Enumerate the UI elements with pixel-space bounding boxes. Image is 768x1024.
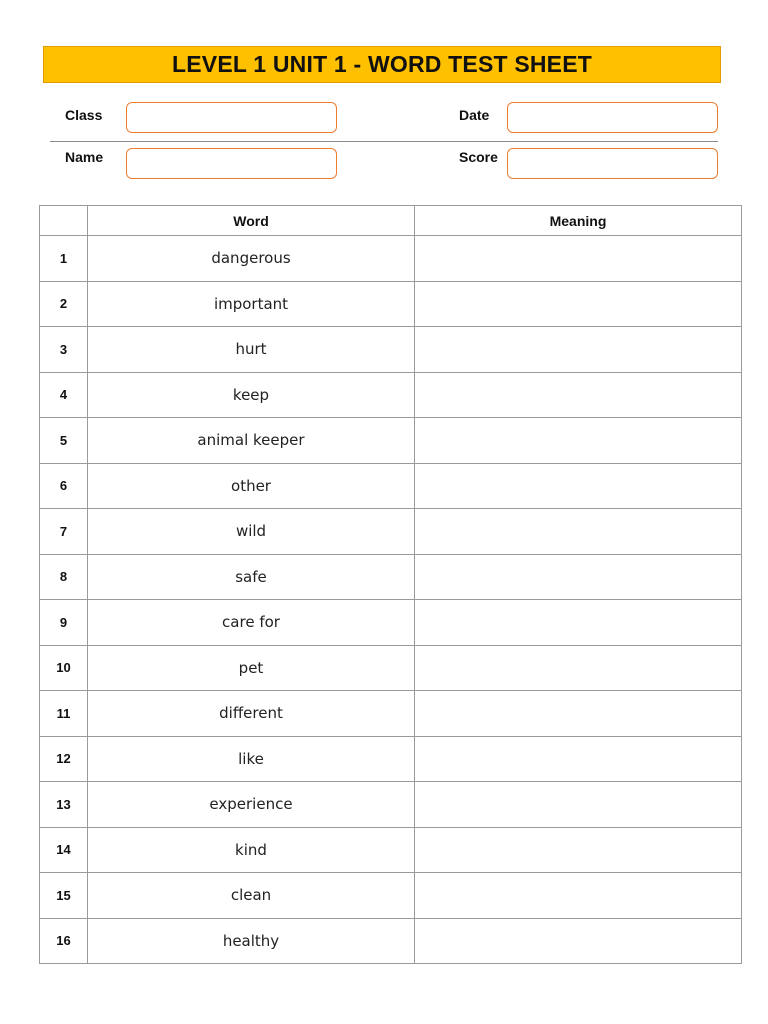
table-row <box>40 600 742 646</box>
row-number: 10 <box>40 645 88 691</box>
row-number: 15 <box>40 873 88 919</box>
table-row <box>40 372 742 418</box>
word-cell: other <box>88 463 415 509</box>
name-field[interactable] <box>126 148 337 179</box>
row-number: 1 <box>40 236 88 282</box>
table-row <box>40 236 742 282</box>
meaning-cell[interactable] <box>415 600 742 646</box>
table-row <box>40 645 742 691</box>
word-cell: healthy <box>88 918 415 964</box>
table-header-row <box>40 206 742 236</box>
row-number: 4 <box>40 372 88 418</box>
word-cell: animal keeper <box>88 418 415 464</box>
meaning-cell[interactable] <box>415 691 742 737</box>
word-cell: safe <box>88 554 415 600</box>
table-row <box>40 918 742 964</box>
row-number: 13 <box>40 782 88 828</box>
score-field[interactable] <box>507 148 718 179</box>
word-cell: hurt <box>88 327 415 373</box>
word-cell: clean <box>88 873 415 919</box>
table-row <box>40 509 742 555</box>
table-row <box>40 873 742 919</box>
meaning-column-header: Meaning <box>415 206 742 236</box>
word-cell: dangerous <box>88 236 415 282</box>
row-number: 5 <box>40 418 88 464</box>
meaning-cell[interactable] <box>415 782 742 828</box>
meaning-cell[interactable] <box>415 736 742 782</box>
page-title: LEVEL 1 UNIT 1 - WORD TEST SHEET <box>43 46 721 83</box>
table-row <box>40 418 742 464</box>
row-number: 3 <box>40 327 88 373</box>
meaning-cell[interactable] <box>415 372 742 418</box>
class-field[interactable] <box>126 102 337 133</box>
table-row <box>40 827 742 873</box>
table-row <box>40 463 742 509</box>
meaning-cell[interactable] <box>415 281 742 327</box>
meaning-cell[interactable] <box>415 327 742 373</box>
table-row <box>40 782 742 828</box>
row-number: 16 <box>40 918 88 964</box>
table-row <box>40 327 742 373</box>
meaning-cell[interactable] <box>415 645 742 691</box>
word-cell: wild <box>88 509 415 555</box>
word-cell: care for <box>88 600 415 646</box>
meaning-cell[interactable] <box>415 418 742 464</box>
table-row <box>40 691 742 737</box>
row-number: 6 <box>40 463 88 509</box>
word-cell: kind <box>88 827 415 873</box>
header-divider <box>50 141 718 142</box>
meaning-cell[interactable] <box>415 463 742 509</box>
date-label: Date <box>459 107 490 123</box>
meaning-cell[interactable] <box>415 918 742 964</box>
row-number: 14 <box>40 827 88 873</box>
word-cell: experience <box>88 782 415 828</box>
row-number: 12 <box>40 736 88 782</box>
date-field[interactable] <box>507 102 718 133</box>
number-column-header <box>40 206 88 236</box>
meaning-cell[interactable] <box>415 554 742 600</box>
row-number: 2 <box>40 281 88 327</box>
word-cell: different <box>88 691 415 737</box>
score-label: Score <box>459 149 498 165</box>
meaning-cell[interactable] <box>415 236 742 282</box>
word-cell: like <box>88 736 415 782</box>
table-row <box>40 554 742 600</box>
row-number: 9 <box>40 600 88 646</box>
table-row <box>40 736 742 782</box>
meaning-cell[interactable] <box>415 509 742 555</box>
word-cell: important <box>88 281 415 327</box>
meaning-cell[interactable] <box>415 873 742 919</box>
class-label: Class <box>65 107 103 123</box>
meaning-cell[interactable] <box>415 827 742 873</box>
table-row <box>40 281 742 327</box>
word-cell: pet <box>88 645 415 691</box>
row-number: 7 <box>40 509 88 555</box>
row-number: 11 <box>40 691 88 737</box>
name-label: Name <box>65 149 104 165</box>
word-column-header: Word <box>88 206 415 236</box>
word-test-table <box>39 205 742 964</box>
row-number: 8 <box>40 554 88 600</box>
word-cell: keep <box>88 372 415 418</box>
